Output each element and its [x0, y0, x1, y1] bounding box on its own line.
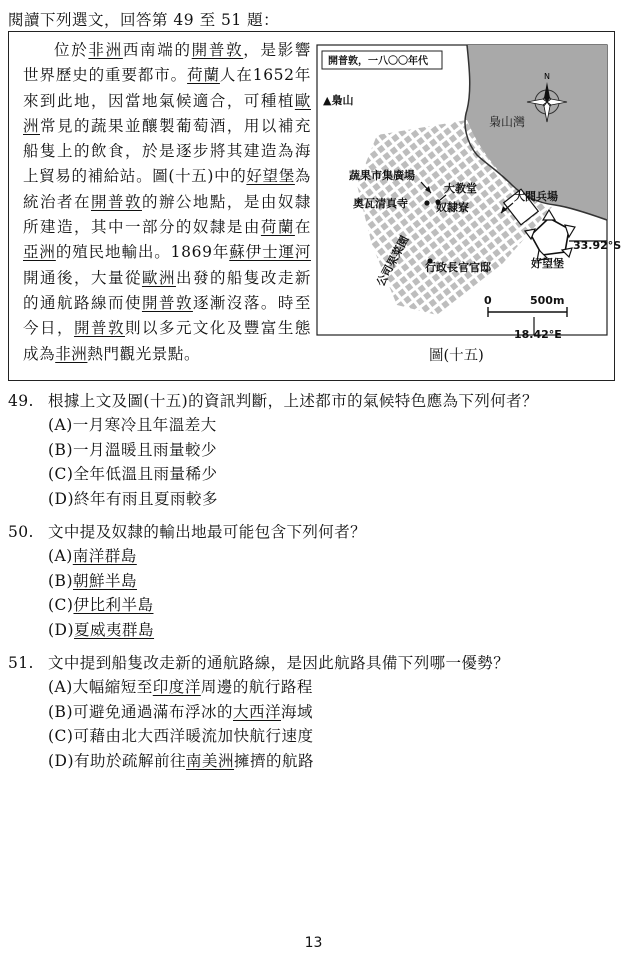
question-number: 51. — [8, 654, 34, 672]
scale-zero: 0 — [484, 294, 492, 307]
scale-length: 500m — [530, 294, 565, 307]
underlined-proper-noun: 開普敦 — [73, 319, 125, 338]
text-segment: 的辦公地點，是由奴隸所建造，其中一部分的奴隸是由 — [23, 192, 311, 237]
answer-options — [8, 413, 538, 511]
slave-lodge-label: 奴隸寮 — [436, 201, 469, 214]
text-segment: 開通後，大量從 — [23, 268, 142, 287]
underlined-proper-noun: 大西洋 — [233, 702, 282, 721]
page-number: 13 — [304, 935, 323, 951]
text-segment: 在 — [294, 218, 312, 237]
figure-caption: 圖(十五) — [429, 348, 484, 364]
underlined-proper-noun: 開普敦 — [90, 192, 142, 211]
text-segment: 的殖民地輸出。1869年 — [55, 243, 230, 262]
text-segment: 則以多元文化及豐富生態成為 — [23, 319, 311, 363]
text-segment: (B)可避免通過滿布浮冰的 — [48, 702, 233, 721]
answer-option — [48, 438, 538, 463]
text-segment: 擁擠的航路 — [234, 751, 315, 770]
answer-option — [48, 675, 509, 700]
question-number: 50. — [8, 523, 34, 541]
map-title: 開普敦，一八〇〇年代 — [328, 56, 428, 67]
text-segment: (A)一月寒冷且年溫差大 — [48, 416, 217, 434]
text-segment: 人在1652年來到此地，因當地氣候適合，可種植 — [23, 66, 311, 110]
underlined-proper-noun: 荷蘭 — [260, 218, 295, 237]
text-segment: (A) — [48, 547, 73, 565]
text-segment: (A)大幅縮短至 — [48, 678, 153, 696]
text-segment: (B) — [48, 571, 73, 590]
answer-option — [48, 724, 509, 749]
reading-instruction: 閱讀下列選文，回答第 49 至 51 題： — [8, 11, 280, 29]
text-segment: (D) — [48, 620, 75, 639]
question-49 — [8, 390, 538, 511]
underlined-proper-noun: 南美洲 — [186, 751, 235, 770]
question-text: 根據上文及圖(十五)的資訊判斷，上述都市的氣候特色應為下列何者？ — [48, 392, 538, 410]
governor-label: 行政長官官邸 — [425, 261, 491, 274]
question-number: 49. — [8, 392, 34, 410]
question-stem — [8, 652, 509, 675]
question-51 — [8, 652, 509, 773]
cape-town-map — [317, 45, 622, 335]
latitude-label: 33.92°S — [573, 239, 622, 252]
text-segment: (C)全年低溫且雨量稀少 — [48, 465, 218, 483]
text-segment: ，是影響世界歷史的重要都市。 — [23, 41, 312, 85]
garden-label: 公司果菜園 — [374, 233, 412, 289]
question-stem — [8, 390, 538, 413]
underlined-proper-noun: 非洲 — [88, 41, 123, 59]
text-segment: 海域 — [281, 702, 314, 721]
passage-paragraph — [23, 38, 311, 367]
answer-option — [48, 544, 366, 569]
underlined-proper-noun: 伊比利半島 — [73, 596, 154, 614]
text-segment: 位於 — [54, 41, 89, 59]
underlined-proper-noun: 朝鮮半島 — [73, 571, 138, 590]
question-stem — [8, 521, 366, 544]
underlined-proper-noun: 開普敦 — [191, 41, 244, 59]
text-segment: 出發的船隻改走新的通航路線而使 — [23, 268, 312, 312]
text-segment: 為統治者在 — [23, 167, 311, 211]
text-segment: (C)可藉由北大西洋暖流加快航行速度 — [48, 727, 314, 745]
answer-options — [8, 675, 509, 773]
text-segment: 逐漸沒落。時至今日， — [23, 293, 311, 338]
text-segment: (B)一月溫暖且雨量較少 — [48, 440, 217, 459]
text-segment: 西南端的 — [122, 41, 192, 59]
mosque-label: 奧瓦清真寺 — [353, 197, 408, 210]
north-label: N — [544, 72, 550, 81]
castle-label: 好望堡 — [531, 257, 564, 270]
question-50 — [8, 521, 366, 642]
text-segment: (C) — [48, 596, 74, 614]
underlined-proper-noun: 開普敦 — [141, 293, 193, 312]
answer-option — [48, 413, 538, 438]
text-segment: (D)有助於疏解前往 — [48, 751, 187, 770]
underlined-proper-noun: 荷蘭 — [187, 66, 220, 85]
text-segment: (D)終年有雨且夏雨較多 — [48, 489, 219, 508]
mountain-label: ▲梟山 — [323, 94, 354, 107]
market-label: 蔬果市集廣場 — [349, 169, 415, 182]
question-text: 文中提到船隻改走新的通航路線，是因此航路具備下列哪一優勢？ — [48, 654, 510, 672]
answer-option — [48, 462, 538, 487]
underlined-proper-noun: 好望堡 — [246, 167, 295, 186]
underlined-proper-noun: 夏威夷群島 — [74, 620, 155, 639]
text-segment: 熱門觀光景點。 — [87, 344, 201, 363]
answer-option — [48, 569, 366, 594]
reading-passage — [23, 38, 311, 367]
mosque-dot — [424, 200, 429, 205]
parade-ground-label: 大閱兵場 — [514, 190, 558, 203]
church-label: 大教堂 — [444, 182, 477, 195]
underlined-proper-noun: 印度洋 — [152, 678, 201, 696]
underlined-proper-noun: 歐洲 — [23, 91, 311, 135]
answer-option — [48, 593, 366, 618]
underlined-proper-noun: 歐洲 — [141, 268, 176, 287]
answer-option — [48, 487, 538, 512]
bay-label: 梟山灣 — [489, 115, 526, 129]
longitude-label: 18.42°E — [514, 328, 562, 341]
underlined-proper-noun: 南洋群島 — [72, 547, 137, 565]
underlined-proper-noun: 亞洲 — [23, 243, 56, 262]
answer-option — [48, 700, 509, 725]
text-segment: 周邊的航行路程 — [200, 678, 313, 696]
passage-box — [8, 31, 622, 381]
answer-option — [48, 618, 366, 643]
text-segment: 常見的蔬果並釀製葡萄酒，用以補充船隻上的飲食，於是逐步將其建造為海上貿易的補給站。圖(十五)中的 — [23, 116, 311, 186]
question-text: 文中提及奴隸的輸出地最可能包含下列何者？ — [48, 523, 367, 541]
answer-options — [8, 544, 366, 642]
answer-option — [48, 749, 509, 774]
underlined-proper-noun: 非洲 — [55, 344, 88, 363]
underlined-proper-noun: 蘇伊士運河 — [229, 243, 311, 262]
